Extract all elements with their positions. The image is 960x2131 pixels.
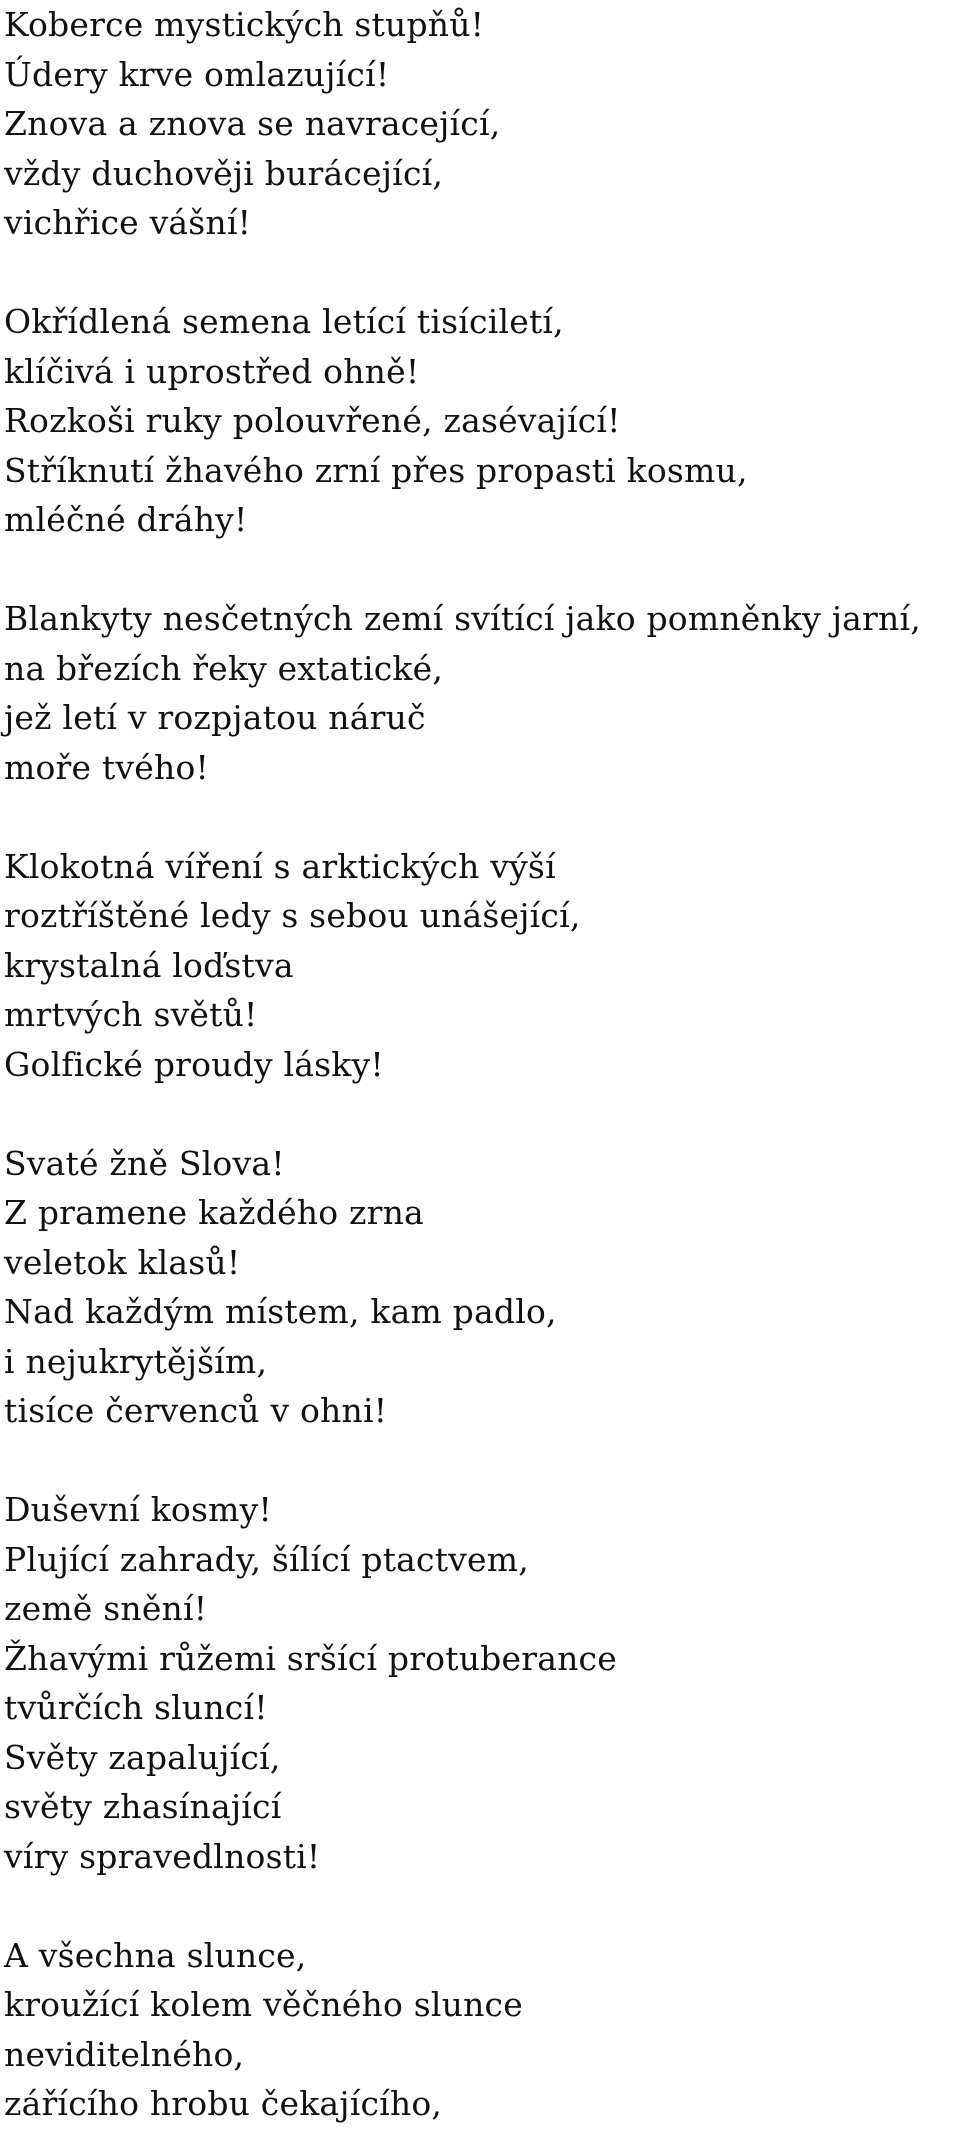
- poem-line: Stříknutí žhavého zrní přes propasti kosmu,: [4, 450, 748, 490]
- poem-line: mrtvých světů!: [4, 995, 258, 1034]
- poem-text: [4, 0, 954, 2129]
- poem-line: Duševní kosmy!: [4, 1490, 272, 1529]
- poem-line: Koberce mystických stupňů!: [4, 5, 485, 44]
- stanza-5: [4, 1139, 954, 1436]
- poem-line: klíčivá i uprostřed ohně!: [4, 351, 420, 391]
- poem-line: Světy zapalující,: [4, 1737, 281, 1777]
- poem-line: i nejukrytějším,: [4, 1341, 268, 1381]
- poem-line: světy zhasínající: [4, 1787, 282, 1826]
- poem-line: tisíce červenců v ohni!: [4, 1391, 388, 1430]
- poem-line: tvůrčích sluncí!: [4, 1688, 268, 1727]
- poem-line: mléčné dráhy!: [4, 500, 248, 539]
- poem-line: Žhavými růžemi sršící protuberance: [4, 1638, 617, 1678]
- poem-line: jež letí v rozpjatou náruč: [4, 698, 426, 737]
- poem-line: zářícího hrobu čekajícího,: [4, 2084, 443, 2123]
- poem-line: Znova a znova se navracející,: [4, 104, 501, 143]
- poem-line: vždy duchověji burácející,: [4, 153, 444, 193]
- poem-line: Nad každým místem, kam padlo,: [4, 1292, 557, 1331]
- poem-line: Plující zahrady, šílící ptactvem,: [4, 1539, 529, 1579]
- stanza-7: [4, 1931, 954, 2129]
- poem-line: roztříštěné ledy s sebou unášející,: [4, 896, 581, 935]
- poem-line: Údery krve omlazující!: [4, 54, 390, 94]
- poem-line: Klokotná víření s arktických výší: [4, 846, 556, 886]
- poem-line: Okřídlená semena letící tisíciletí,: [4, 302, 564, 341]
- poem-line: víry spravedlnosti!: [4, 1836, 321, 1876]
- poem-line: veletok klasů!: [4, 1242, 241, 1282]
- poem-line: kroužící kolem věčného slunce: [4, 1985, 523, 2024]
- poem-line: země snění!: [4, 1589, 208, 1628]
- poem-line: neviditelného,: [4, 2034, 245, 2074]
- poem-line: Rozkoši ruky polouvřené, zasévající!: [4, 401, 621, 440]
- poem-line: Blankyty nesčetných zemí svítící jako pomněnky jarní,: [4, 599, 921, 638]
- stanza-3: [4, 594, 954, 792]
- poem-line: vichřice vášní!: [4, 203, 252, 242]
- poem-line: krystalná loďstva: [4, 945, 294, 985]
- poem-line: na březích řeky extatické,: [4, 648, 444, 688]
- poem-line: Z pramene každého zrna: [4, 1193, 424, 1232]
- poem-line: Golfické proudy lásky!: [4, 1044, 384, 1084]
- stanza-2: [4, 297, 954, 545]
- stanza-4: [4, 842, 954, 1090]
- poem-line: Svaté žně Slova!: [4, 1143, 285, 1183]
- stanza-1: [4, 0, 954, 248]
- poem-line: A všechna slunce,: [4, 1935, 307, 1975]
- poem-line: moře tvého!: [4, 747, 209, 787]
- stanza-6: [4, 1485, 954, 1881]
